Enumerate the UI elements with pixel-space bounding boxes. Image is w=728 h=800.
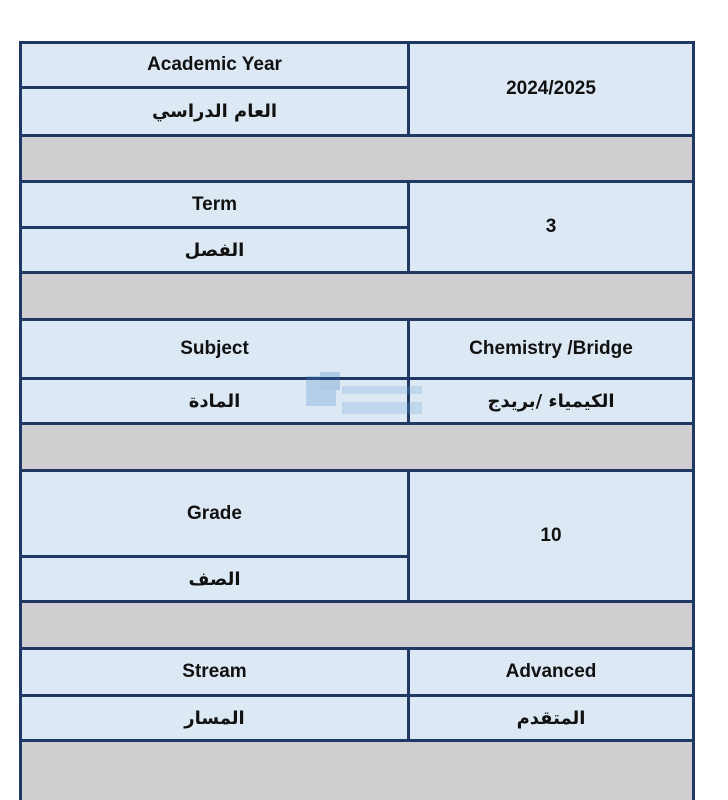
grade-label-en: Grade bbox=[19, 469, 410, 558]
grade-value: 10 bbox=[407, 469, 695, 603]
separator-1 bbox=[19, 137, 695, 180]
separator-4 bbox=[19, 603, 695, 647]
stream-value-ar: المتقدم bbox=[407, 694, 695, 742]
academic-year-value: 2024/2025 bbox=[407, 41, 695, 137]
subject-value-ar: الكيمياء /بريدج bbox=[407, 377, 695, 425]
stream-label-en: Stream bbox=[19, 647, 410, 697]
grade-label-ar: الصف bbox=[19, 555, 410, 603]
watermark-logo bbox=[306, 372, 426, 432]
stream-value-en: Advanced bbox=[407, 647, 695, 697]
subject-label-en: Subject bbox=[19, 318, 410, 380]
subject-label-ar: المادة bbox=[19, 377, 410, 425]
stream-label-ar: المسار bbox=[19, 694, 410, 742]
term-label-ar: الفصل bbox=[19, 226, 410, 274]
term-value: 3 bbox=[407, 180, 695, 274]
academic-year-label-en: Academic Year bbox=[19, 41, 410, 89]
academic-year-label-ar: العام الدراسي bbox=[19, 86, 410, 137]
subject-value-en: Chemistry /Bridge bbox=[407, 318, 695, 380]
separator-2 bbox=[19, 274, 695, 318]
separator-5 bbox=[19, 742, 695, 800]
term-label-en: Term bbox=[19, 180, 410, 229]
